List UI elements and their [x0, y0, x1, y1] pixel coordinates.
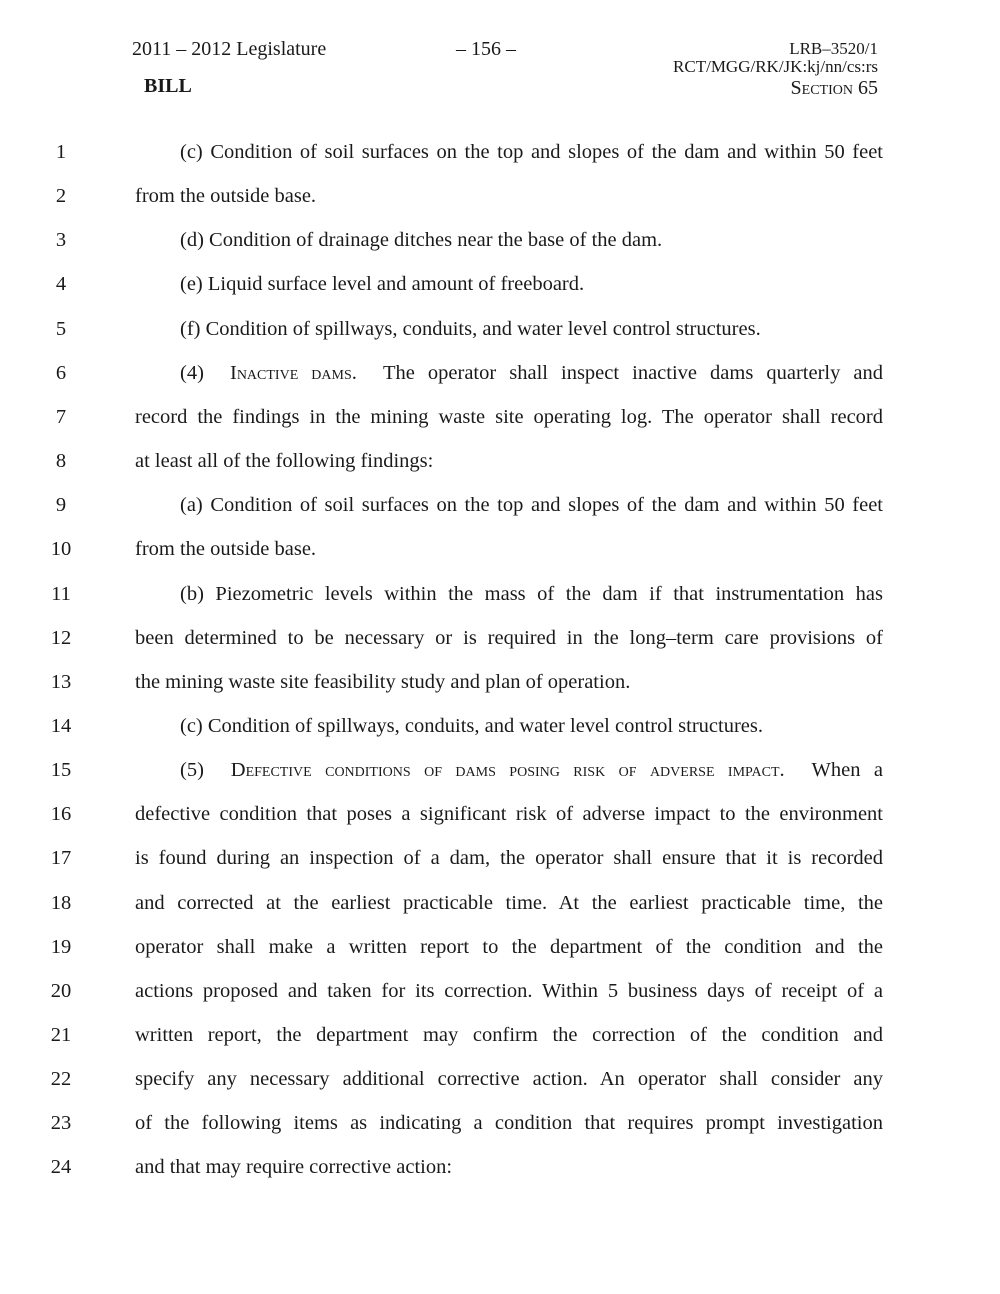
text-line [0, 228, 1000, 272]
line-text [180, 758, 883, 782]
text-line [0, 405, 1000, 449]
line-text: been determined to be necessary or is required in the long–term care provisions of [135, 626, 883, 649]
line-text: (f) Condition of spillways, conduits, and water level control structures. [180, 317, 761, 340]
text-line [0, 582, 1000, 626]
line-text: actions proposed and taken for its correction. Within 5 business days of receipt of a [135, 979, 883, 1002]
line-number: 1 [55, 141, 67, 163]
line-number: 11 [51, 582, 71, 605]
line-number: 23 [50, 1112, 72, 1135]
text-line [0, 184, 1000, 228]
section-label: Section 65 [790, 77, 878, 99]
text-line [0, 1067, 1000, 1111]
text-line [0, 670, 1000, 714]
text-line [0, 1023, 1000, 1067]
line-text: of the following items as indicating a condition that requires prompt investigation [135, 1112, 883, 1135]
text-line [0, 891, 1000, 935]
subsection-text: The operator shall inspect inactive dams quarterly and [382, 361, 884, 384]
line-text: from the outside base. [135, 538, 317, 561]
text-line [0, 317, 1000, 361]
line-text: operator shall make a written report to the department of the condition and the [135, 935, 883, 958]
line-number: 24 [50, 1156, 72, 1179]
line-number: 17 [50, 847, 72, 870]
line-number: 8 [55, 450, 67, 473]
text-line [0, 361, 1000, 405]
line-text: at least all of the following findings: [135, 450, 434, 473]
text-line [0, 758, 1000, 802]
subsection-heading: Inactive dams. [230, 361, 357, 384]
text-line [0, 1155, 1000, 1199]
line-number: 22 [50, 1068, 72, 1091]
line-text: (d) Condition of drainage ditches near the base of the dam. [180, 229, 663, 252]
line-number: 10 [50, 538, 72, 561]
legislature-label: 2011 – 2012 Legislature [132, 38, 327, 60]
text-line [0, 493, 1000, 537]
line-number: 13 [50, 670, 72, 693]
line-number: 21 [50, 1024, 72, 1046]
lrb-number: LRB–3520/1 [789, 39, 878, 58]
line-number: 3 [55, 229, 67, 252]
line-text: (c) Condition of soil surfaces on the top and slopes of the dam and within 50 feet [180, 141, 883, 163]
subsection-heading: Defective conditions of dams posing risk of adverse impact. [230, 759, 785, 782]
line-number: 9 [55, 494, 67, 517]
line-text [180, 361, 883, 385]
line-text: defective condition that poses a significant risk of adverse impact to the environment [135, 803, 883, 826]
page-number: – 156 – [456, 38, 516, 60]
line-number: 5 [55, 317, 67, 340]
line-number: 14 [50, 714, 72, 737]
text-line [0, 802, 1000, 846]
line-number: 16 [50, 803, 72, 826]
text-line [0, 140, 1000, 184]
text-line [0, 537, 1000, 581]
line-text: and that may require corrective action: [135, 1156, 453, 1179]
line-number: 18 [50, 891, 72, 914]
line-text: the mining waste site feasibility study and plan of operation. [135, 670, 631, 693]
text-line [0, 979, 1000, 1023]
line-text: record the findings in the mining waste site operating log. The operator shall record [135, 405, 883, 428]
text-line [0, 626, 1000, 670]
line-number: 7 [55, 405, 67, 428]
line-text: specify any necessary additional corrective action. An operator shall consider any [135, 1068, 883, 1091]
text-line [0, 449, 1000, 493]
line-number: 12 [50, 626, 72, 649]
line-text: (e) Liquid surface level and amount of freeboard. [180, 273, 585, 296]
line-text: (a) Condition of soil surfaces on the top and slopes of the dam and within 50 feet [180, 494, 883, 517]
line-text: and corrected at the earliest practicable time. At the earliest practicable time, the [135, 891, 883, 914]
line-number: 19 [50, 935, 72, 958]
line-number: 20 [50, 979, 72, 1002]
line-number: 15 [50, 759, 72, 782]
subsection-text: When a [811, 759, 884, 782]
line-number: 2 [55, 185, 67, 208]
text-line [0, 714, 1000, 758]
drafter-initials: RCT/MGG/RK/JK:kj/nn/cs:rs [673, 57, 878, 76]
line-text: from the outside base. [135, 185, 317, 208]
line-number: 4 [55, 273, 67, 296]
document-type: BILL [144, 75, 192, 97]
line-text: is found during an inspection of a dam, the operator shall ensure that it is recorded [135, 847, 883, 870]
text-line [0, 1111, 1000, 1155]
text-line [0, 272, 1000, 316]
subsection-number: (4) [180, 361, 204, 384]
line-text: written report, the department may confirm the correction of the condition and [135, 1024, 883, 1046]
line-text: (c) Condition of spillways, conduits, and water level control structures. [180, 714, 763, 737]
text-line [0, 846, 1000, 890]
line-text: (b) Piezometric levels within the mass of the dam if that instrumentation has [180, 582, 883, 605]
line-number: 6 [55, 361, 67, 384]
text-line [0, 935, 1000, 979]
subsection-number: (5) [180, 759, 204, 782]
